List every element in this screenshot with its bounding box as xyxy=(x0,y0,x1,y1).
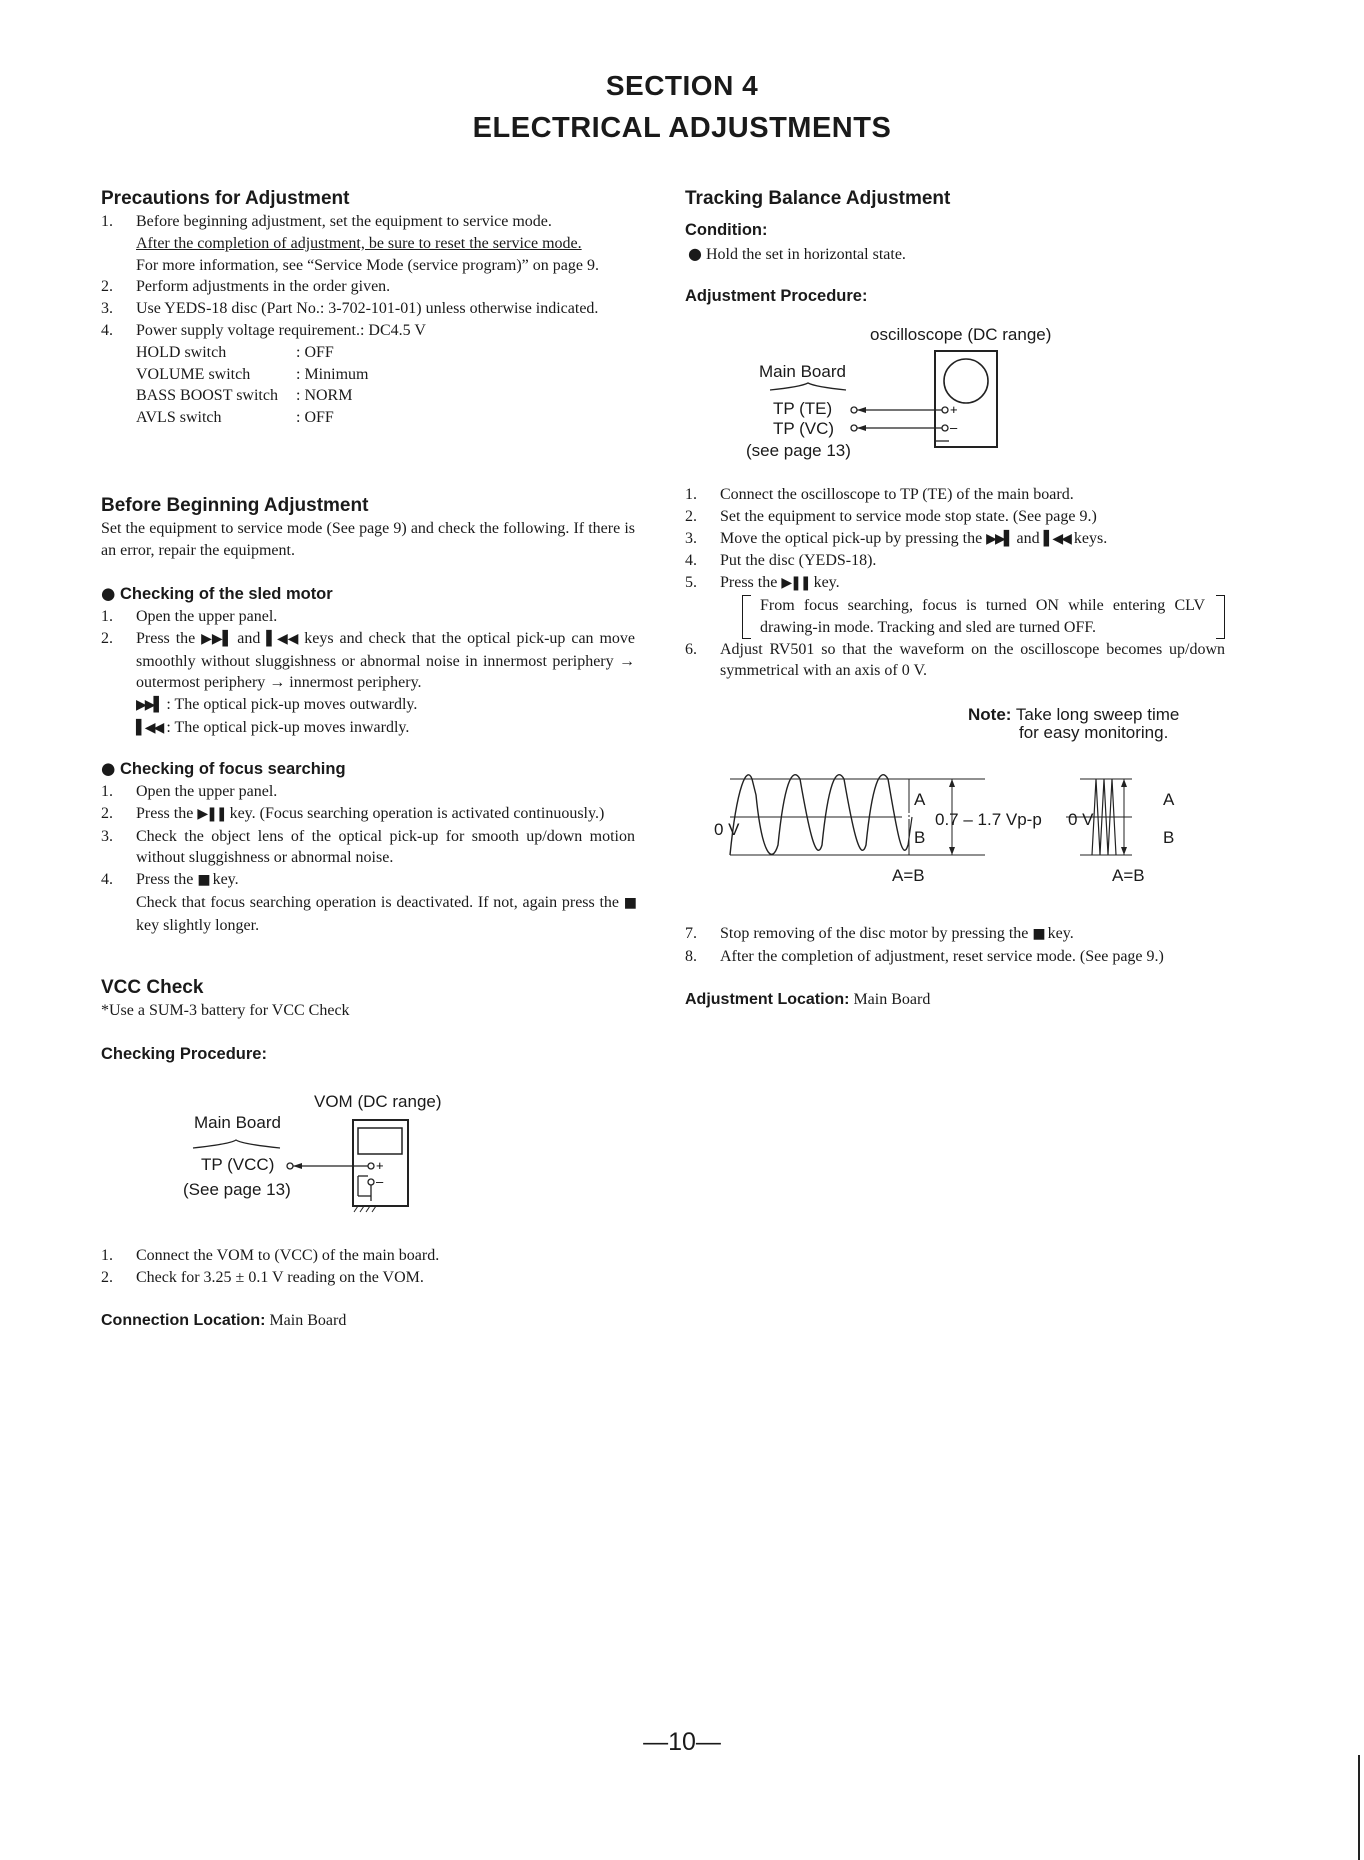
tp-vc-label: TP (VC) xyxy=(773,419,835,438)
list-item: 4. Press the ■ key. Check that focus searching operation is deactivated. If not, again press the ■ key slightly longer. xyxy=(101,871,635,934)
list-item: 1. Before beginning adjustment, set the equipment to service mode. After the completion of adjustment, be sure to reset the service mode. For more information, see “Service Mode (service program)” on page 9. xyxy=(101,211,635,276)
vcc-check-heading: VCC Check xyxy=(101,977,204,998)
tracking-steps xyxy=(685,484,1225,682)
sled-motor-list xyxy=(101,606,635,740)
prev-key-icon: ▌◀◀ xyxy=(1043,530,1070,547)
switch-row: VOLUME switch : Minimum xyxy=(136,365,369,383)
a-equals-b-label: A=B xyxy=(892,866,925,885)
scan-edge-line xyxy=(1358,1755,1360,1860)
next-key-icon: ▶▶▌ xyxy=(201,630,232,647)
list-item: 3. Check the object lens of the optical pick-up for smooth up/down motion without sluggishness or abnormal noise. xyxy=(101,827,635,867)
list-item: 2. Press the ▶▶▌ and ▌◀◀ keys and check that the optical pick-up can move smoothly without sluggishness or abnormal noise in innermost periphery → outermost periphery → innermost periphery. ▶▶▌ : The optical pick-up moves outwardly. ▌◀◀ : The optical pick-up moves inwardly. xyxy=(101,629,636,736)
precautions-list xyxy=(101,211,635,429)
b-label: B xyxy=(1163,828,1175,847)
a-equals-b-label: A=B xyxy=(1112,866,1145,885)
list-item: 2. Check for 3.25 ± 0.1 V reading on the VOM. xyxy=(101,1268,424,1286)
underlined-warning: After the completion of adjustment, be sure to reset the service mode. xyxy=(136,234,582,252)
list-item: 2. Set the equipment to service mode stop state. (See page 9.) xyxy=(685,507,1097,525)
tp-vcc-label: TP (VCC) xyxy=(201,1155,275,1174)
switch-row: AVLS switch : OFF xyxy=(136,409,334,427)
before-beginning-heading: Before Beginning Adjustment xyxy=(101,495,369,516)
condition-text: ● Hold the set in horizontal state. xyxy=(688,244,906,263)
adjustment-location: Adjustment Location: Main Board xyxy=(685,991,931,1008)
main-board-label: Main Board xyxy=(194,1113,281,1132)
tracking-steps-continued xyxy=(685,923,1225,968)
list-item: 5. Press the ▶❚❚ key. From focus searching, focus is turned ON while entering CLV drawing-in mode. Tracking and sled are turned OFF. xyxy=(685,572,1225,638)
zero-volt-label: 0 V xyxy=(714,820,740,839)
tp-te-label: TP (TE) xyxy=(773,399,833,418)
oscilloscope-label: oscilloscope (DC range) xyxy=(870,325,1052,344)
vom-connection-diagram xyxy=(180,1116,450,1216)
list-item: 1. Connect the oscilloscope to TP (TE) of the main board. xyxy=(685,486,1074,503)
list-item: 1. Open the upper panel. xyxy=(101,608,278,625)
play-pause-key-icon: ▶❚❚ xyxy=(781,575,810,592)
see-page-label: (see page 13) xyxy=(746,441,851,460)
list-item: 2. Press the ▶❚❚ key. (Focus searching operation is activated continuously.) xyxy=(101,804,605,822)
connection-location: Connection Location: Main Board xyxy=(101,1312,347,1329)
switch-row: HOLD switch : OFF xyxy=(136,343,334,361)
sled-motor-heading: ● Checking of the sled motor xyxy=(101,584,333,603)
page-title: ELECTRICAL ADJUSTMENTS xyxy=(472,112,892,144)
vcc-steps xyxy=(101,1245,635,1289)
play-pause-key-icon: ▶❚❚ xyxy=(197,805,226,822)
svg-text:–: – xyxy=(376,1174,384,1189)
list-item: 2. Perform adjustments in the order given. xyxy=(101,278,391,296)
switch-row: BASS BOOST switch : NORM xyxy=(136,387,353,405)
svg-text:–: – xyxy=(950,420,958,435)
oscilloscope-connection-diagram xyxy=(760,345,1010,445)
vom-label: VOM (DC range) xyxy=(314,1092,442,1111)
next-key-icon: ▶▶▌ xyxy=(986,530,1013,547)
stop-key-icon: ■ xyxy=(623,894,635,911)
list-item: 1. Open the upper panel. xyxy=(101,783,278,800)
note-line2: for easy monitoring. xyxy=(1019,723,1169,742)
condition-label: Condition: xyxy=(685,221,768,239)
note: Note: Take long sweep time xyxy=(968,705,1180,724)
focus-search-heading: ● Checking of focus searching xyxy=(101,759,346,778)
main-board-label: Main Board xyxy=(759,362,846,381)
focus-search-list xyxy=(101,781,635,937)
b-label: B xyxy=(914,828,926,847)
svg-text:+: + xyxy=(376,1158,384,1173)
stop-key-icon: ■ xyxy=(197,872,209,889)
vcc-note: *Use a SUM-3 battery for VCC Check xyxy=(101,1002,350,1019)
page-number: —10— xyxy=(643,1728,721,1756)
svg-text:+: + xyxy=(950,402,958,417)
prev-key-icon: ▌◀◀ xyxy=(136,719,163,736)
list-item: 4. Put the disc (YEDS-18). xyxy=(685,552,877,570)
section-number: SECTION 4 xyxy=(605,70,759,101)
tracking-balance-heading: Tracking Balance Adjustment xyxy=(685,188,951,209)
stop-key-icon: ■ xyxy=(1032,926,1044,942)
vpp-label: 0.7 – 1.7 Vp-p xyxy=(935,810,1042,829)
adjustment-procedure-heading: Adjustment Procedure: xyxy=(685,287,868,305)
checking-procedure-heading: Checking Procedure: xyxy=(101,1045,267,1063)
list-item: 3. Move the optical pick-up by pressing the ▶▶▌ and ▌◀◀ keys. xyxy=(685,529,1108,547)
a-label: A xyxy=(914,790,926,809)
list-item: 4. Power supply voltage requirement.: DC4.5 V HOLD switch : OFF VOLUME switch : Minimum BASS BOOST switch : NORM AVLS switch : OFF xyxy=(101,320,635,429)
list-item: 8. After the completion of adjustment, reset service mode. (See page 9.) xyxy=(685,947,1164,965)
next-key-icon: ▶▶▌ xyxy=(136,697,163,714)
prev-key-icon: ▌◀◀ xyxy=(266,630,299,647)
before-beginning-text: Set the equipment to service mode (See page 9) and check the following. If there is an error, repair the equipment. xyxy=(101,520,635,559)
list-item: 1. Connect the VOM to (VCC) of the main board. xyxy=(101,1247,440,1264)
bracket-note: From focus searching, focus is turned ON while entering CLV drawing-in mode. Tracking and sled are turned OFF. xyxy=(742,595,1225,639)
list-item: 6. Adjust RV501 so that the waveform on the oscilloscope becomes up/down symmetrical with an axis of 0 V. xyxy=(685,640,1225,680)
a-label: A xyxy=(1163,790,1175,809)
zero-volt-label: 0 V xyxy=(1068,810,1094,829)
list-item: 7. Stop removing of the disc motor by pressing the ■ key. xyxy=(685,925,1074,942)
see-page-label: (See page 13) xyxy=(183,1180,291,1199)
list-item: 3. Use YEDS-18 disc (Part No.: 3-702-101-01) unless otherwise indicated. xyxy=(101,300,599,318)
precautions-heading: Precautions for Adjustment xyxy=(101,188,350,209)
